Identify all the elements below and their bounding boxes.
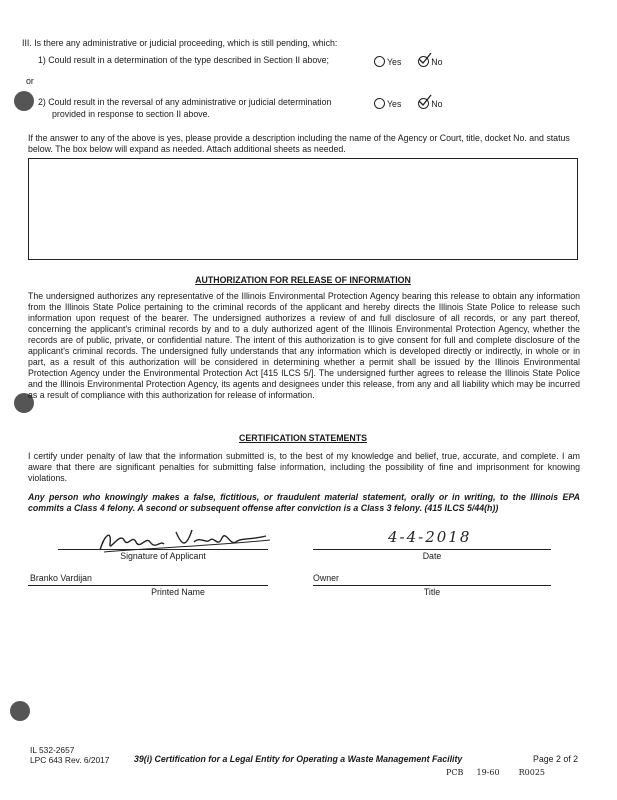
- footer-form-title: 39(i) Certification for a Legal Entity for Operating a Waste Management Facility: [134, 754, 463, 764]
- section3-instructions: If the answer to any of the above is yes, please provide a description including the name of the Agency or Court, title, docket No. and status below. The box below will expand as needed. Attach additional sheets as needed.: [28, 133, 570, 154]
- title-line: [313, 585, 551, 586]
- section3-question: III. Is there any administrative or judicial proceeding, which is still pending, which:: [22, 38, 338, 48]
- stamp-page: R0025: [518, 768, 546, 777]
- footer-stamp: [446, 768, 545, 777]
- stamp-pcb: PCB: [446, 768, 464, 777]
- title-value: Owner: [313, 573, 339, 583]
- printed-name-value: Branko Vardijan: [30, 573, 92, 583]
- item1-yes-label: Yes: [387, 57, 402, 67]
- footer-code2: LPC 643 Rev. 6/2017: [30, 755, 110, 765]
- stamp-case: 19-60: [476, 768, 500, 777]
- description-box[interactable]: [28, 158, 578, 260]
- or-label: or: [26, 76, 34, 86]
- printed-name-line: [28, 585, 268, 586]
- item2-yes-label: Yes: [387, 99, 402, 109]
- printed-name-label: Printed Name: [151, 587, 205, 597]
- punch-hole-bottom: [10, 701, 30, 721]
- signature-line: [58, 549, 268, 550]
- certification-body: I certify under penalty of law that the information submitted is, to the best of my knowledge and belief, true, accurate, and complete. I am aware that there are significant penalties for submitting false information, including the possibility of fine and imprisonment for knowing violations.: [28, 451, 580, 483]
- signature-label: Signature of Applicant: [120, 551, 206, 561]
- section3-item2-line2: provided in response to section II above.: [52, 109, 210, 119]
- item1-no-radio[interactable]: [418, 56, 429, 67]
- item2-answer: [374, 98, 443, 110]
- title-label: Title: [423, 587, 441, 597]
- item1-yes-radio[interactable]: [374, 56, 385, 67]
- section3-item2-line1: 2) Could result in the reversal of any administrative or judicial determination: [38, 97, 332, 107]
- checkmark-icon: [418, 94, 432, 108]
- date-value: 4-4-2018: [388, 528, 472, 546]
- punch-hole-top: [14, 91, 34, 111]
- footer-code1: IL 532-2657: [30, 745, 75, 755]
- date-line: [313, 549, 551, 550]
- item2-yes-radio[interactable]: [374, 98, 385, 109]
- authorization-body: The undersigned authorizes any representative of the Illinois Environmental Protection Agency bearing this release to obtain any information from the Illinois State Police pertaining to the criminal records of the applicant and hereby directs the Illinois State Police to release such information upon request of the bearer. The undersigned authorizes a review of and full disclosure of all records, or any part thereof, concerning the applicant's criminal records by and to a duly authorized agent of the Illinois Environmental Protection Agency, whether the records are of public, private, or confidential nature. The intent of this authorization is to give consent for full and complete disclosure of the applicant's criminal records. The undersigned fully understands that any information which is developed directly or indirectly, in whole or in part, as a result of this authorization will be considered in determining whether a permit shall be issued by the Illinois Environmental Protection Agency under the Environmental Protection Act [415 ILCS 5/]. The undersigned further agrees to release the Illinois State Police and the Illinois Environmental Protection Agency, its agents and designees under this release, from any and all liability which may be incurred as a result of compliance with this authorization for release of information.: [28, 291, 580, 400]
- date-label: Date: [422, 551, 442, 561]
- certification-warning: Any person who knowingly makes a false, fictitious, or fraudulent material statement, orally or in writing, to the Illinois EPA commits a Class 4 felony. A second or subsequent offense after conviction is a Class 3 felony. (415 ILCS 5/44(h)): [28, 492, 580, 513]
- item1-no-label: No: [431, 57, 443, 67]
- item1-answer: [374, 56, 443, 68]
- checkmark-icon: [418, 52, 432, 66]
- authorization-heading: AUTHORIZATION FOR RELEASE OF INFORMATION: [195, 275, 411, 285]
- section3-item1: 1) Could result in a determination of the type described in Section II above;: [38, 55, 329, 65]
- item2-no-radio[interactable]: [418, 98, 429, 109]
- certification-heading: CERTIFICATION STATEMENTS: [238, 433, 368, 443]
- footer-page: Page 2 of 2: [533, 754, 578, 764]
- item2-no-label: No: [431, 99, 443, 109]
